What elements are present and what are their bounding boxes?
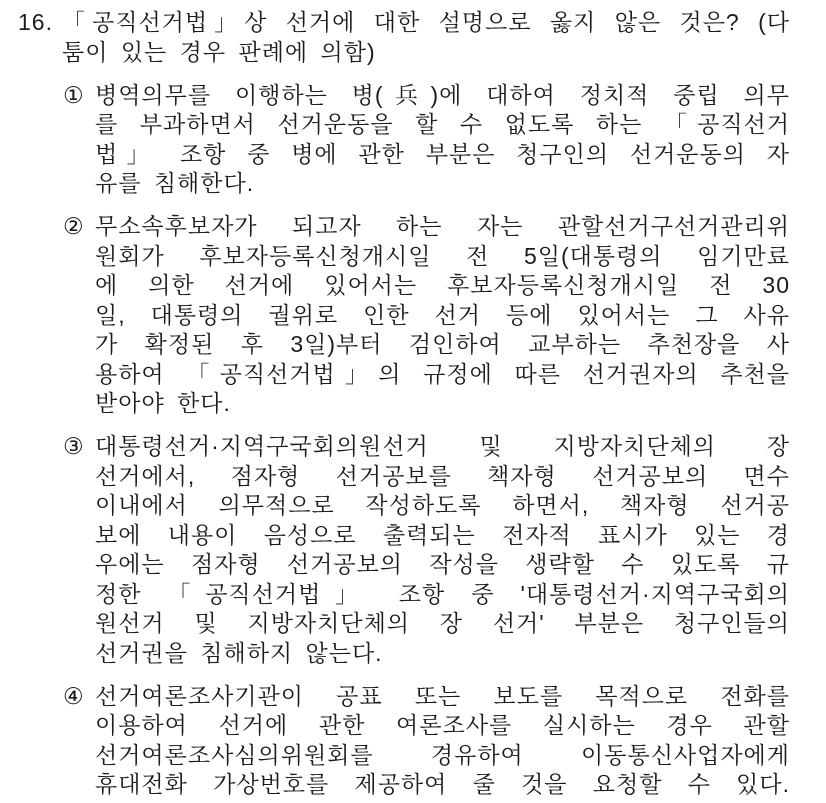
option-1-text: [95, 81, 790, 199]
answer-option-1: [63, 81, 790, 199]
option-line: 용하여 「공직선거법」의 규정에 따른 선거권자의 추천을: [95, 360, 790, 387]
option-2-text: [95, 212, 790, 419]
option-4-text: [95, 682, 790, 800]
option-line: 이내에서 의무적으로 작성하도록 하면서, 책자형 선거공: [95, 492, 790, 518]
option-line: 원선거 및 지방자치단체의 장 선거' 부분은 청구인들의: [95, 610, 790, 636]
answer-option-3: [63, 432, 790, 668]
option-line: 원회가 후보자등록신청개시일 전 5일(대통령의 임기만료: [95, 242, 790, 269]
option-line: 선거여론조사기관이 공표 또는 보도를 목적으로 전화를: [95, 682, 790, 709]
option-line: 법」 조항 중 병에 관한 부분은 청구인의 선거운동의 자: [95, 140, 790, 167]
option-line: 정한 「공직선거법」 조항 중 '대통령선거·지역구국회의: [95, 580, 790, 607]
option-line: 유를 침해한다.: [95, 170, 255, 196]
option-line: 선거여론조사심의위원회를 경유하여 이동통신사업자에게: [95, 741, 790, 768]
question-number: 16.: [18, 9, 53, 35]
option-2-marker: ②: [63, 213, 85, 239]
option-4-marker: ④: [63, 682, 85, 709]
option-line: 대통령선거·지역구국회의원선거 및 지방자치단체의 장: [95, 433, 790, 459]
option-line: 선거에서, 점자형 선거공보를 책자형 선거공보의 면수: [95, 462, 790, 489]
question-block: [18, 8, 790, 67]
option-3-marker: ③: [63, 433, 85, 459]
question-line: 툼이 있는 경우 판례에 의함): [62, 38, 376, 65]
option-line: 일, 대통령의 궐위로 인한 선거 등에 있어서는 그 사유: [95, 301, 790, 328]
option-1-marker: ①: [63, 81, 85, 108]
option-line: 우에는 점자형 선거공보의 작성을 생략할 수 있도록 규: [95, 551, 790, 577]
option-line: 받아야 한다.: [95, 390, 231, 416]
option-line: 휴대전화 가상번호를 제공하여 줄 것을 요청할 수 있다.: [95, 771, 790, 797]
option-3-text: [95, 432, 790, 668]
answer-option-4: [63, 682, 790, 800]
option-line: 가 확정된 후 3일)부터 검인하여 교부하는 추천장을 사: [95, 331, 790, 357]
option-line: 보에 내용이 음성으로 출력되는 전자적 표시가 있는 경: [95, 521, 790, 548]
question-line: 「공직선거법」상 선거에 대한 설명으로 옳지 않은 것은? (다: [62, 9, 790, 35]
option-line: 무소속후보자가 되고자 하는 자는 관할선거구선거관리위: [95, 213, 790, 239]
option-line: 를 부과하면서 선거운동을 할 수 없도록 하는 「공직선거: [95, 111, 790, 137]
option-line: 에 의한 선거에 있어서는 후보자등록신청개시일 전 30: [95, 272, 790, 298]
answer-option-2: [63, 212, 790, 419]
option-line: 선거권을 침해하지 않는다.: [95, 639, 383, 666]
question-text: [62, 8, 790, 67]
option-line: 이용하여 선거에 관한 여론조사를 실시하는 경우 관할: [95, 712, 790, 738]
option-line: 병역의무를 이행하는 병(兵)에 대하여 정치적 중립 의무: [95, 81, 790, 108]
